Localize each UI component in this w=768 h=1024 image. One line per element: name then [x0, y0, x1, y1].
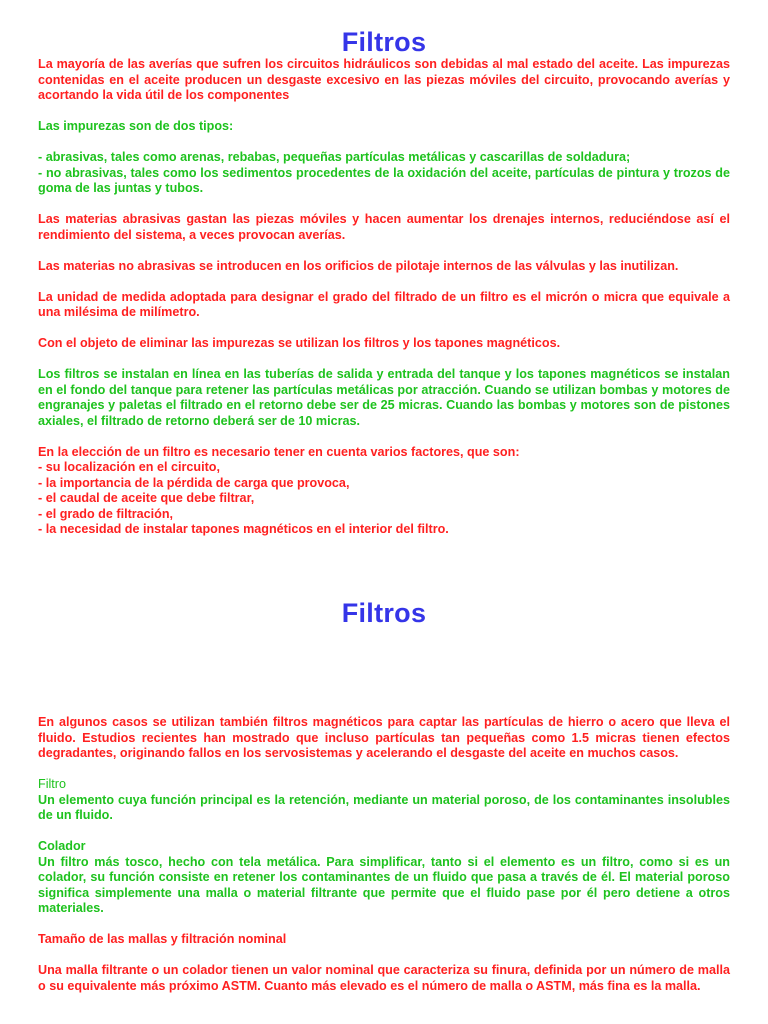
micron-paragraph: La unidad de medida adoptada para designar el grado del filtrado de un filtro es el micrón o micra que equivale a una milésima de milímetro.	[38, 289, 730, 319]
colador-definition: Un filtro más tosco, hecho con tela metálica. Para simplificar, tanto si el elemento es un filtro, como si es un colador, su función consiste en retener los contaminantes de un fluido que pasa a través de él. El material poroso significa simplemente una malla o material filtrante que permite que el fluido pase por él pero detiene a otros materiales.	[38, 854, 730, 915]
non-abrasive-item: - no abrasivas, tales como los sedimentos procedentes de la oxidación del aceite, partículas de pintura y trozos de goma de las juntas y tubos.	[38, 165, 730, 195]
slide-2	[0, 580, 768, 1024]
abrasive-effects-paragraph: Las materias abrasivas gastan las piezas móviles y hacen aumentar los drenajes internos, reduciéndose así el rendimiento del sistema, a veces provocan averías.	[38, 212, 730, 242]
selection-factors-intro: En la elección de un filtro es necesario tener en cuenta varios factores, que son:	[38, 444, 520, 459]
colador-heading: Colador	[38, 839, 86, 853]
page-title: Filtros	[341, 598, 427, 628]
abrasive-item: - abrasivas, tales como arenas, rebabas, pequeñas partículas metálicas y cascarillas de soldadura;	[38, 150, 631, 164]
mallas-paragraph: Una malla filtrante o un colador tienen un valor nominal que caracteriza su finura, definida por un número de malla o su equivalente más próximo ASTM. Cuanto más elevado es el número de malla o ASTM, más fina es la malla.	[38, 963, 730, 993]
magnetic-filters-paragraph: En algunos casos se utilizan también filtros magnéticos para captar las partículas de hierro o acero que lleva el fluido. Estudios recientes han mostrado que incluso partículas tan pequeñas como 1.5 micras tienen efectos degradantes, originando fallos en los servosistemas y acelerando el desgaste del aceite en muchos casos.	[38, 715, 730, 760]
list-item: - la necesidad de instalar tapones magnéticos en el interior del filtro.	[38, 522, 449, 536]
installation-paragraph: Los filtros se instalan en línea en las tuberías de salida y entrada del tanque y los tapones magnéticos se instalan en el fondo del tanque para retener las partículas metálicas por atracción. Cuando se utilizan bombas y motores de engranajes y paletas el filtrado en el retorno debe ser de 25 micras. Cuando las bombas y motores son de pistones axiales, el filtrado de retorno deberá ser de 10 micras.	[38, 367, 730, 428]
elimination-paragraph: Con el objeto de eliminar las impurezas se utilizan los filtros y los tapones magnéticos.	[38, 336, 561, 350]
selection-factors-list	[38, 445, 730, 538]
non-abrasive-effects-paragraph: Las materias no abrasivas se introducen en los orificios de pilotaje internos de las válvulas y las inutilizan.	[38, 258, 679, 273]
impurity-types-heading: Las impurezas son de dos tipos:	[38, 119, 234, 133]
mallas-heading: Tamaño de las mallas y filtración nominal	[38, 932, 287, 946]
list-item: - su localización en el circuito,	[38, 460, 220, 474]
filtro-definition: Un elemento cuya función principal es la retención, mediante un material poroso, de los contaminantes insolubles de un fluido.	[38, 792, 730, 822]
list-item: - la importancia de la pérdida de carga que provoca,	[38, 475, 350, 490]
list-item: - el grado de filtración,	[38, 506, 174, 521]
list-item: - el caudal de aceite que debe filtrar,	[38, 491, 255, 505]
filtro-heading: Filtro	[38, 777, 66, 791]
page-title: Filtros	[341, 27, 427, 57]
intro-paragraph: La mayoría de las averías que sufren los circuitos hidráulicos son debidas al mal estado del aceite. Las impurezas contenidas en el aceite producen un desgaste excesivo en las piezas móviles del circuito, provocando averías y acortando la vida útil de los componentes	[38, 57, 730, 102]
